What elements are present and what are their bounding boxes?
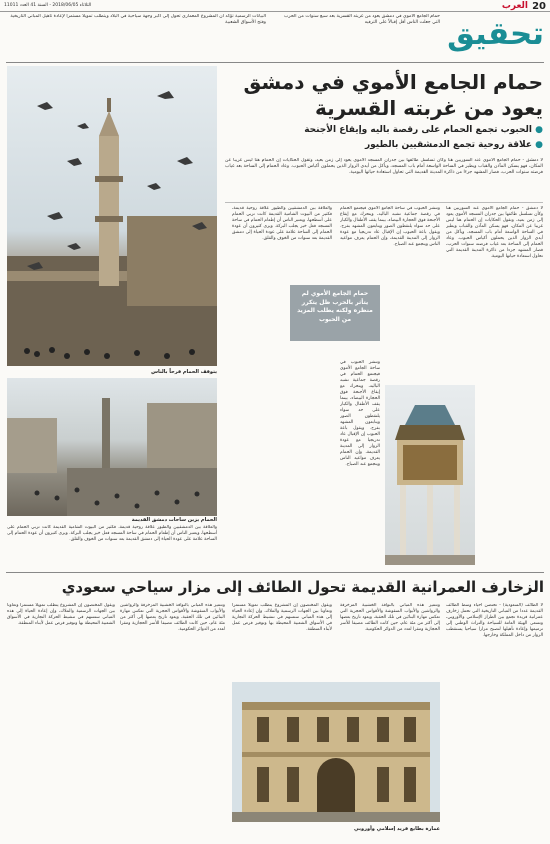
story1-headline-line2: يعود من غربته القسرية — [315, 96, 543, 120]
photo-fountain — [385, 385, 475, 565]
section-label: تحقيق — [447, 16, 544, 52]
story2-column-4: وتتميز هذه المباني بالنوافذ الخشبية المزخرفة والرواشين والأبواب المنقوشة والأقواس الحجرية التي تعكس مهارة البنائين في تلك الحقبة، ويعود تاريخ بعضها إلى أكثر من مئة عام، حين كانت الطائف مصيفا للأسر الحجازية ومقرا لعدد من الدوائر الحكومية. — [120, 603, 225, 632]
story-divider — [6, 572, 544, 573]
pull-quote — [290, 285, 380, 341]
story2-column-5: ويقول المختصون إن المشروع يتطلب تمويلا مستمرا وتعاونا بين الجهات الرسمية والملاك، وإن إعادة الحياة إلى هذه المباني ستسهم في تنشيط الحركة التجارية في الأسواق الشعبية المحيطة بها وتوفير فرص عمل لأبناء المنطقة. — [7, 603, 115, 626]
intro-divider — [225, 202, 543, 203]
story1-column-midleft: والعلاقة بين الدمشقيين والطيور علاقة روحية قديمة، فكثير من البيوت الشامية القديمة كانت تربي الحمام على أسطحها، ويعتبر الناس أن إطعام الحمام في ساحة المسجد فعل خير يجلب البركة. ويرى كثيرون أن عودة الحمام إلى الساحة علامة على عودة الحياة إلى دمشق القديمة بعد سنوات من الخوف والقلق. — [232, 206, 332, 241]
story1-column-bottom: وتنشر الحبوب في ساحة الجامع الأموي فيجتمع الحمام في رقصة جماعية تشبه الباليه، ويتحرك مع إيقاع الأجنحة فوق الحجارة البيضاء، بينما يقف الأطفال والكبار على حد سواء يلتقطون الصور ويتابعون المشهد بفرح. ويقول باعة الحبوب إن الإقبال عاد تدريجيا مع عودة الزوار إلى المدينة القديمة، وإن الحمام يعرف مواعيد الناس ويتجمع عند الصباح. — [340, 360, 380, 467]
story1-column-midright: وتنشر الحبوب في ساحة الجامع الأموي فيجتمع الحمام في رقصة جماعية تشبه الباليه، ويتحرك مع إيقاع الأجنحة فوق الحجارة البيضاء، بينما يقف الأطفال والكبار على حد سواء يلتقطون الصور ويتابعون المشهد بفرح. ويقول باعة الحبوب إن الإقبال عاد تدريجيا مع عودة الزوار إلى المدينة القديمة، وإن الحمام يعرف مواعيد الناس ويتجمع عند الصباح. — [340, 206, 440, 247]
masthead-logo: العرب — [501, 1, 528, 11]
subheading-2-text: علاقة روحية تجمع الدمشقيين بالطيور — [364, 140, 532, 150]
square-illustration — [7, 378, 217, 516]
pull-quote-text: حمام الجامع الأموي لم يتأثر بالحرب ظل يتكرر منظره ولكنه يطلب المزيد من الحبوب — [297, 290, 373, 323]
header-bar — [0, 2, 550, 12]
photo-caption-1: يتوقف الحمام فرحاً بالناس — [151, 369, 217, 375]
photo-caption-3: عمارة بطابع فريد إسلامي وأوروبي — [354, 826, 440, 832]
page-header — [0, 0, 550, 60]
story1-intro: لا دمشق - حمام الجامع الأموي عند السوريين هنا وكأن تسلسل طائفها بين جدران المسجد الأموي يعود إلى زمن بعيد، وتقول الحكايات إن الحمام هنا ليس غريبا عن المكان، فهو يسكن المآذن والقباب ويطير في الساحة الواسعة أمام باب المسجد، ويأكل من أيدي الزوار الذين يحملون أكياس الحبوب. وعاد الحمام إلى الساحة بعد غياب فرضته سنوات الحرب، فصار المشهد جزءا من ذاكرة المدينة القديمة التي تحاول استعادة حياتها اليومية. — [225, 158, 543, 175]
teaser-right: حمام الجامع الأموي في دمشق يعود من غربته القسرية بعد سبع سنوات من الحرب التي جعلت الناس أقل إقبالاً على الترفيه — [283, 14, 440, 26]
story1-column-right: لا دمشق - حمام الجامع الأموي عند السوريين هنا وكأن تسلسل طائفها بين جدران المسجد الأموي يعود إلى زمن بعيد، وتقول الحكايات إن الحمام هنا ليس غريبا عن المكان، فهو يسكن المآذن والقباب ويطير في الساحة الواسعة أمام باب المسجد، ويأكل من أيدي الزوار الذين يحملون أكياس الحبوب. وعاد الحمام إلى الساحة بعد غياب فرضته سنوات الحرب، فصار المشهد جزءا من ذاكرة المدينة القديمة التي تحاول استعادة حياتها اليومية. — [446, 206, 543, 259]
photo-caption-2: الحمام يزين ساحات دمشق القديمة — [131, 517, 217, 523]
subheading-1-text: الحبوب تجمع الحمام على رقصة باليه وإيقاع الأجنحة — [304, 125, 532, 135]
photo-square-pigeons — [7, 378, 217, 516]
story1-headline-line1: حمام الجامع الأموي في دمشق — [243, 70, 543, 94]
story1-subheading-1 — [225, 125, 543, 135]
story2-column-3: ويقول المختصون إن المشروع يتطلب تمويلا مستمرا وتعاونا بين الجهات الرسمية والملاك، وإن إعادة الحياة إلى هذه المباني ستسهم في تنشيط الحركة التجارية في الأسواق الشعبية المحيطة بها وتوفير فرص عمل لأبناء المنطقة. — [232, 603, 332, 632]
story1-subheading-2 — [225, 140, 543, 150]
story2-column-right: لا الطائف (السعودية) - تحتضن أحياء وسط الطائف القديمة عددا من المباني التاريخية التي تحمل زخارف عمرانية فريدة تجمع بين الطراز الإسلامي والأوروبي، وتسعى الهيئة العامة للسياحة والتراث الوطني إلى ترميمها وإعادة تأهيلها لتصبح مزارا سياحيا يستقطب الزوار من داخل المملكة وخارجها. — [446, 603, 543, 638]
page-number: 20 — [532, 1, 546, 12]
header-divider — [6, 62, 544, 63]
bullet-icon: ● — [535, 140, 543, 150]
story2-column-2: وتتميز هذه المباني بالنوافذ الخشبية المزخرفة والرواشين والأبواب المنقوشة والأقواس الحجرية التي تعكس مهارة البنائين في تلك الحقبة، ويعود تاريخ بعضها إلى أكثر من مئة عام، حين كانت الطائف مصيفا للأسر الحجازية ومقرا لعدد من الدوائر الحكومية. — [340, 603, 440, 632]
teaser-left: البيانات الرسمية تؤكد أن المشروع المعماري تحول إلى أكبر وجهة سياحية في البلاد ويتطلب تمويلاً مستمراً لإعادة تأهيل المباني التاريخية وفتح الأسواق الشعبية — [10, 14, 266, 26]
photo-taif-building — [232, 682, 440, 822]
bullet-icon: ● — [535, 125, 543, 135]
photo-minaret-pigeons — [7, 66, 217, 366]
fountain-illustration — [385, 385, 475, 565]
minaret-illustration — [7, 66, 217, 366]
story1-column-lower-left: والعلاقة بين الدمشقيين والطيور علاقة روحية قديمة، فكثير من البيوت الشامية القديمة كانت تربي الحمام على أسطحها، ويعتبر الناس أن إطعام الحمام في ساحة المسجد فعل خير يجلب البركة. ويرى كثيرون أن عودة الحمام إلى الساحة علامة على عودة الحياة إلى دمشق القديمة بعد سنوات من الخوف والقلق. — [7, 525, 217, 542]
story2-headline: الزخارف العمرانية القديمة تحول الطائف إلى مزار سياحي سعودي — [61, 578, 544, 596]
issue-line: الثلاثاء 2018/06/05 - السنة 41 العدد 11011 — [4, 3, 92, 8]
building-illustration — [232, 682, 440, 822]
